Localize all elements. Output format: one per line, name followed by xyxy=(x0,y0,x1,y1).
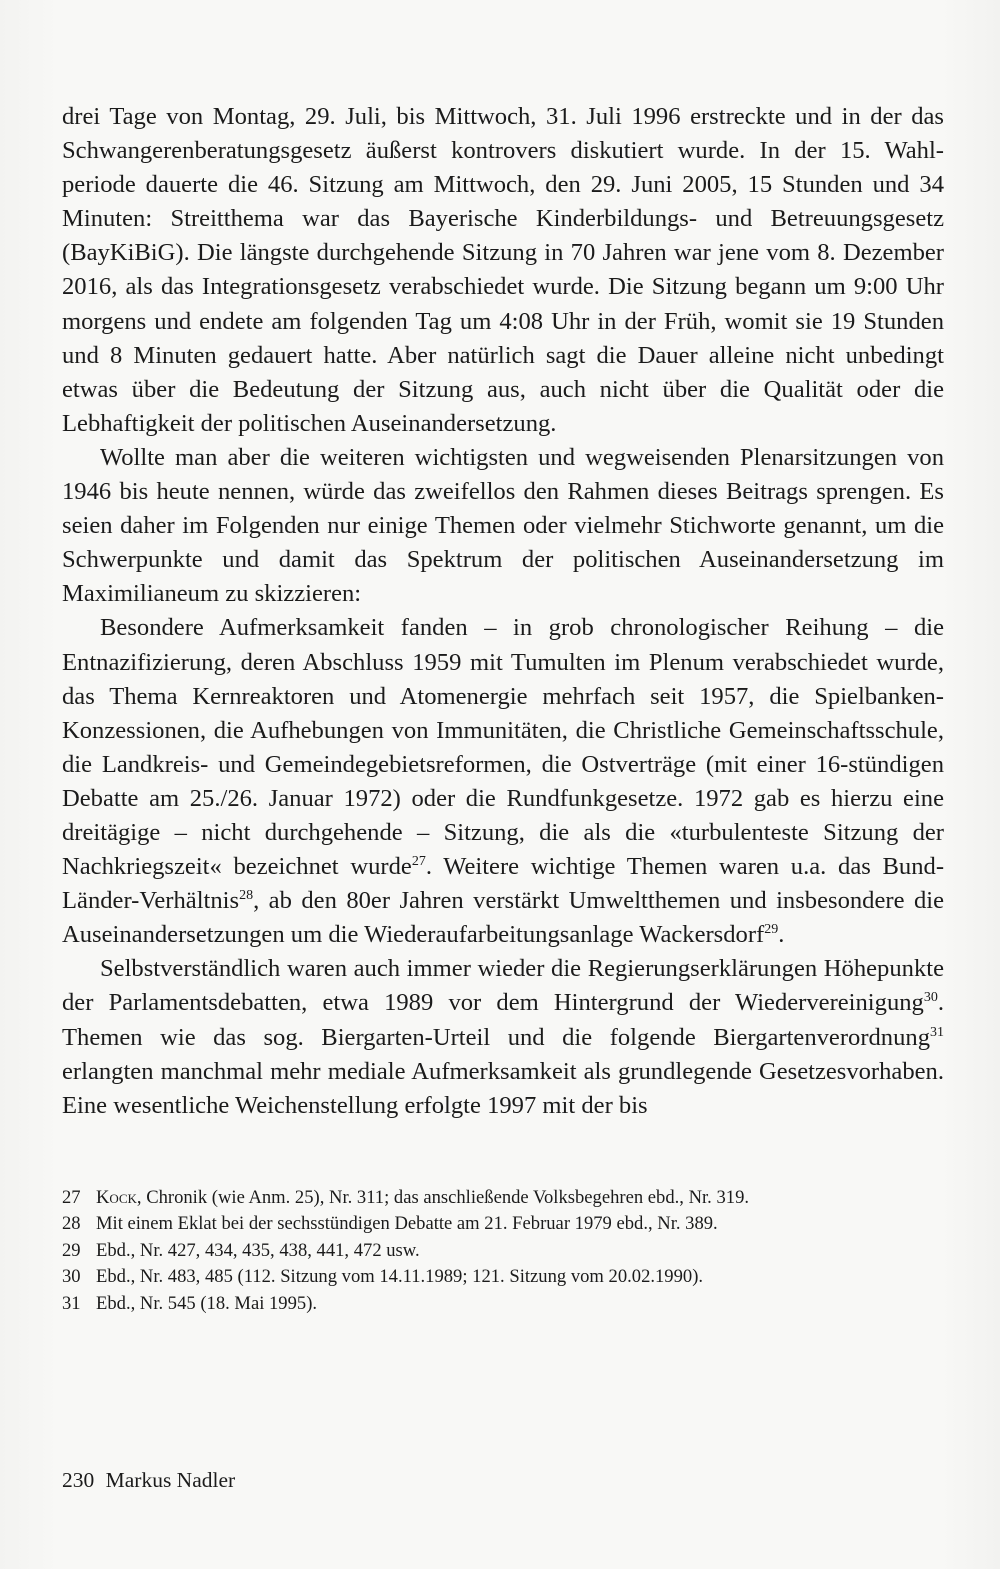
footnote-body: Mit einem Eklat bei der sechsstündigen Debatte am 21. Februar 1979 ebd., Nr. 389. xyxy=(96,1213,718,1235)
body-paragraph xyxy=(62,100,944,441)
paragraph-text: . Weitere wichtige Themen waren u.a. das Bund-Länder-Verhältnis xyxy=(62,853,945,915)
footnote-author: Kock xyxy=(96,1187,137,1208)
running-head-author: Markus Nadler xyxy=(105,1468,236,1492)
footnote-number: 31 xyxy=(62,1292,81,1314)
paragraph-text: Besondere Aufmerksamkeit fanden – in grob chronologischer Reihung – die Entnazifizierung, deren Abschluss 1959 mit Tumulten im Plenum verabschiedet wurde, das Thema Kernreaktoren und Atomenergie mehrfach seit 1957, die Spielbanken-Konzessionen, die Aufhebungen von Immunitäten, die Christliche Gemeinschaftsschule, die Landkreis- und Gemeindegebietsreformen, die Ostverträge (mit einer 16-stündigen Debatte am 25./26. Januar 1972) oder die Rundfunkgesetze. 1972 gab es hierzu eine dreitägige – nicht durchgehende – Sitzung, die als die «turbulenteste Sitzung der Nachkriegszeit« bezeichnet wurde xyxy=(62,614,944,881)
footnote-number: 29 xyxy=(62,1239,81,1261)
body-paragraph xyxy=(62,611,944,952)
footnote-text xyxy=(96,1211,718,1237)
paragraph-text: Selbstverständlich waren auch immer wieder die Regierungserklärungen Höhepunkte der Parlamentsdebatten, etwa 1989 vor dem Hintergrund der Wiedervereinigung xyxy=(62,955,944,1017)
footnote-reference: 29 xyxy=(764,922,779,938)
footnote-text xyxy=(96,1238,420,1264)
footnote xyxy=(62,1185,944,1211)
footnote-number: 27 xyxy=(62,1187,81,1208)
footnote-body: Ebd., Nr. 545 (18. Mai 1995). xyxy=(96,1292,318,1314)
footnote-reference: 28 xyxy=(239,888,254,904)
paragraph-text: drei Tage von Montag, 29. Juli, bis Mittwoch, 31. Juli 1996 erstreckte und in der das Schwangerenberatungsgesetz äußerst kontrovers diskutiert wurde. In der 15. Wahlperiode dauerte die 46. Sitzung am Mittwoch, den 29. Juni 2005, 15 Stunden und 34 Minuten: Streitthema war das Bayerische Kinderbildungs- und Betreuungsgesetz (BayKiBiG). Die längste durchgehende Sitzung in 70 Jahren war jene vom 8. Dezember 2016, als das Integrationsgesetz verabschiedet wurde. Die Sitzung begann um 9:00 Uhr morgens und endete am folgenden Tag um 4:08 Uhr in der Früh, womit sie 19 Stunden und 8 Minuten gedauert hatte. Aber natürlich sagt die Dauer alleine nicht unbedingt etwas über die Bedeutung der Sitzung aus, auch nicht über die Qualität oder die Lebhaftigkeit der politischen Auseinandersetzung. xyxy=(62,103,944,437)
paragraph-text: erlangten manchmal mehr mediale Aufmerksamkeit als grundlegende Gesetzesvorhaben. Eine wesentliche Weichenstellung erfolgte 1997 mit der bis xyxy=(62,1057,944,1119)
paragraph-text: . Themen wie das sog. Biergarten-Urteil und die folgende Biergartenverordnung xyxy=(62,989,944,1051)
body-paragraph xyxy=(62,952,944,1122)
footnote-text xyxy=(96,1185,749,1211)
footnote xyxy=(62,1291,944,1317)
body-paragraph xyxy=(62,441,944,611)
footnote-reference: 27 xyxy=(411,854,426,870)
footnote xyxy=(62,1211,944,1237)
footnote-text xyxy=(96,1291,317,1317)
paragraph-text: Wollte man aber die weiteren wichtigsten und wegweisenden Plenarsitzungen von 1946 bis heute nennen, würde das zweifellos den Rahmen dieses Beitrags sprengen. Es seien daher im Folgenden nur einige Themen oder vielmehr Stichworte genannt, um die Schwerpunkte und damit das Spektrum der politischen Auseinandersetzung im Maximilianeum zu skizzieren: xyxy=(62,443,944,608)
footnote-body: , Chronik (wie Anm. 25), Nr. 311; das anschließende Volksbegehren ebd., Nr. 319. xyxy=(136,1187,750,1208)
footnote-number: 30 xyxy=(62,1266,81,1288)
footnote xyxy=(62,1238,944,1264)
footnote-body: Ebd., Nr. 427, 434, 435, 438, 441, 472 usw. xyxy=(96,1239,420,1261)
main-text xyxy=(62,100,944,1123)
footnotes xyxy=(62,1185,944,1317)
footnote-number: 28 xyxy=(62,1213,81,1235)
footnote-reference: 31 xyxy=(930,1024,944,1040)
page-number: 230 xyxy=(62,1468,95,1492)
footnote-body: Ebd., Nr. 483, 485 (112. Sitzung vom 14.11.1989; 121. Sitzung vom 20.02.1990). xyxy=(96,1266,704,1288)
page-footer xyxy=(62,1466,235,1494)
footnote xyxy=(62,1264,944,1290)
footnote-text xyxy=(96,1264,703,1290)
footnote-reference: 30 xyxy=(923,990,938,1006)
paragraph-text: , ab den 80er Jahren verstärkt Umweltthemen und insbesondere die Auseinandersetzungen um die Wiederaufarbeitungsanlage Wackersdorf xyxy=(62,887,944,949)
paragraph-text: . xyxy=(778,921,785,949)
